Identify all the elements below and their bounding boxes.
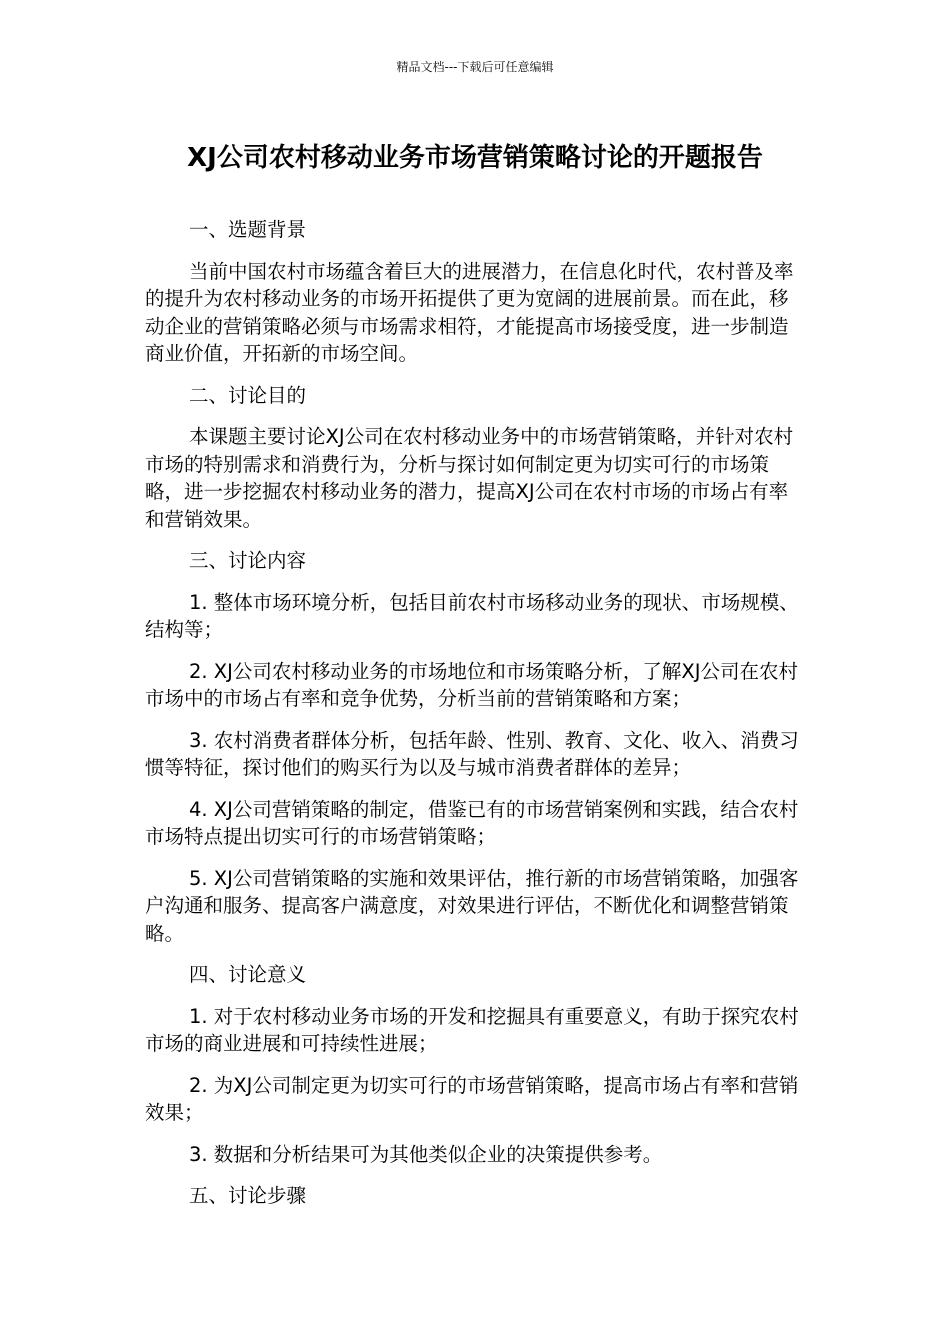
list-item: 3. 农村消费者群体分析，包括年龄、性别、教育、文化、收入、消费习惯等特征，探讨他们的购买行为以及与城市消费者群体的差异；: [145, 728, 799, 779]
list-item: 3. 数据和分析结果可为其他类似企业的决策提供参考。: [189, 1142, 663, 1166]
section-heading: 三、讨论内容: [189, 549, 307, 572]
document-body: [145, 216, 805, 1224]
header-note: 精品文档---下载后可任意编辑: [396, 60, 554, 74]
document-title: XJ公司农村移动业务市场营销策略讨论的开题报告: [187, 143, 763, 173]
list-item: 2. 为XJ公司制定更为切实可行的市场营销策略，提高市场占有率和营销效果；: [145, 1073, 799, 1124]
list-item: 4. XJ公司营销策略的制定，借鉴已有的市场营销案例和实践，结合农村市场特点提出切实可行的市场营销策略；: [145, 797, 799, 848]
section-heading: 四、讨论意义: [189, 963, 307, 986]
list-item: 1. 对于农村移动业务市场的开发和挖掘具有重要意义，有助于探究农村市场的商业进展和可持续性进展；: [145, 1004, 799, 1055]
list-item: 2. XJ公司农村移动业务的市场地位和市场策略分析，了解XJ公司在农村市场中的市场占有率和竞争优势，分析当前的营销策略和方案；: [145, 659, 799, 710]
list-item: 5. XJ公司营销策略的实施和效果评估，推行新的市场营销策略，加强客户沟通和服务、提高客户满意度，对效果进行评估，不断优化和调整营销策略。: [145, 866, 799, 945]
section-heading: 二、讨论目的: [189, 383, 307, 407]
list-item: 1. 整体市场环境分析，包括目前农村市场移动业务的现状、市场规模、结构等；: [145, 590, 799, 641]
paragraph: 当前中国农村市场蕴含着巨大的进展潜力，在信息化时代，农村普及率的提升为农村移动业务的市场开拓提供了更为宽阔的进展前景。而在此，移动企业的营销策略必须与市场需求相符，才能提高市场接受度，进一步制造商业价值，开拓新的市场空间。: [145, 259, 794, 365]
section-heading: 五、讨论步骤: [189, 1184, 307, 1207]
section-heading: 一、选题背景: [189, 218, 307, 241]
paragraph: 本课题主要讨论XJ公司在农村移动业务中的市场营销策略，并针对农村市场的特别需求和消费行为，分析与探讨如何制定更为切实可行的市场策略，进一步挖掘农村移动业务的潜力，提高XJ公司在农村市场的市场占有率和营销效果。: [145, 425, 794, 531]
